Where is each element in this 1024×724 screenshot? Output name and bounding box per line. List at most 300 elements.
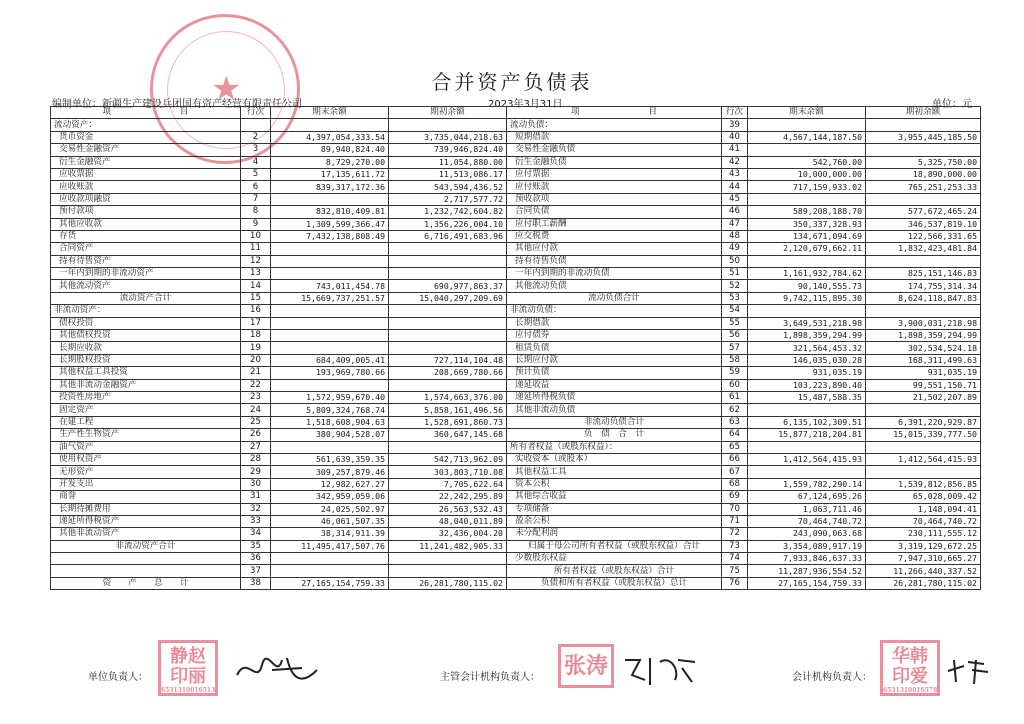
table-row: [51, 540, 981, 552]
asset-item: 使用权资产: [51, 453, 241, 465]
table-row: [51, 255, 981, 267]
liability-item: 应付债券: [507, 330, 722, 342]
signature-1: [232, 650, 322, 690]
asset-end-balance: [271, 305, 389, 317]
table-row: [51, 280, 981, 292]
asset-item: 持有待售资产: [51, 255, 241, 267]
table-row: [51, 528, 981, 540]
liability-line-no: 65: [722, 441, 748, 453]
liability-end-balance: 717,159,933.02: [748, 181, 866, 193]
asset-line-no: 30: [241, 478, 271, 490]
liability-begin-balance: [866, 441, 981, 453]
table-row: [51, 404, 981, 416]
table-row: [51, 478, 981, 490]
table-row: [51, 330, 981, 342]
table-row: [51, 181, 981, 193]
asset-end-balance: 27,165,154,759.33: [271, 577, 389, 589]
liability-begin-balance: 346,537,819.10: [866, 218, 981, 230]
asset-item: 其他应收款: [51, 218, 241, 230]
asset-end-balance: 193,969,780.66: [271, 367, 389, 379]
table-row: [51, 553, 981, 565]
liability-begin-balance: 765,251,253.33: [866, 181, 981, 193]
liability-item: 递延所得税负债: [507, 391, 722, 403]
liability-item: 租赁负债: [507, 342, 722, 354]
liability-begin-balance: 1,539,812,856.85: [866, 478, 981, 490]
col-header-end: 期末余额: [271, 107, 389, 119]
table-row: [51, 354, 981, 366]
seal-star-icon: ★: [211, 69, 242, 109]
liability-item: 流动负债：: [507, 119, 722, 131]
liability-end-balance: 1,063,711.46: [748, 503, 866, 515]
liability-end-balance: 146,035,030.28: [748, 354, 866, 366]
asset-begin-balance: [389, 317, 507, 329]
liability-end-balance: 1,412,564,415.93: [748, 453, 866, 465]
asset-end-balance: 309,257,879.46: [271, 466, 389, 478]
report-title: 合并资产负债表: [431, 70, 593, 94]
asset-line-no: 15: [241, 292, 271, 304]
asset-item: 固定资产: [51, 404, 241, 416]
asset-end-balance: 17,135,611.72: [271, 168, 389, 180]
liability-begin-balance: [866, 255, 981, 267]
asset-begin-balance: 1,356,226,004.10: [389, 218, 507, 230]
currency-unit: 单位：元: [932, 99, 972, 110]
asset-item: 油气资产: [51, 441, 241, 453]
signature-3: [944, 656, 994, 686]
liability-line-no: 51: [722, 268, 748, 280]
liability-begin-balance: [866, 119, 981, 131]
liability-line-no: 53: [722, 292, 748, 304]
liability-line-no: 75: [722, 565, 748, 577]
asset-end-balance: 46,061,507.35: [271, 515, 389, 527]
asset-line-no: 36: [241, 553, 271, 565]
asset-begin-balance: 303,803,710.08: [389, 466, 507, 478]
balance-sheet-table: [50, 106, 981, 590]
asset-end-balance: 7,432,138,808.49: [271, 230, 389, 242]
asset-begin-balance: [389, 565, 507, 577]
asset-begin-balance: [389, 119, 507, 131]
asset-begin-balance: 1,574,663,376.00: [389, 391, 507, 403]
asset-line-no: 3: [241, 144, 271, 156]
liability-line-no: 52: [722, 280, 748, 292]
liability-end-balance: 134,671,094.69: [748, 230, 866, 242]
asset-line-no: 27: [241, 441, 271, 453]
table-row: [51, 453, 981, 465]
asset-end-balance: 12,982,627.27: [271, 478, 389, 490]
asset-item: 货币资金: [51, 131, 241, 143]
asset-line-no: 18: [241, 330, 271, 342]
liability-end-balance: [748, 193, 866, 205]
asset-end-balance: [271, 565, 389, 577]
asset-end-balance: [271, 379, 389, 391]
liability-end-balance: [748, 119, 866, 131]
asset-item: 应收票据: [51, 168, 241, 180]
asset-begin-balance: 5,858,161,496.56: [389, 404, 507, 416]
table-row: [51, 292, 981, 304]
liability-item: 负 债 合 计: [507, 429, 722, 441]
liability-line-no: 41: [722, 144, 748, 156]
asset-line-no: 9: [241, 218, 271, 230]
asset-item: 无形资产: [51, 466, 241, 478]
seal-zhao-jingli: 静赵 印丽 6531310016513: [158, 640, 218, 696]
table-row: [51, 193, 981, 205]
liability-end-balance: 9,742,115,895.30: [748, 292, 866, 304]
asset-line-no: 12: [241, 255, 271, 267]
table-row: [51, 565, 981, 577]
table-header-row: [51, 107, 981, 119]
asset-item: 生产性生物资产: [51, 429, 241, 441]
liability-item: 一年内到期的非流动负债: [507, 268, 722, 280]
liability-item: 实收资本（或股本）: [507, 453, 722, 465]
asset-line-no: 19: [241, 342, 271, 354]
liability-item: 短期借款: [507, 131, 722, 143]
liability-line-no: 68: [722, 478, 748, 490]
liability-item: 所有者权益（或股东权益）：: [507, 441, 722, 453]
asset-begin-balance: 11,054,880.00: [389, 156, 507, 168]
liability-item: 应交税费: [507, 230, 722, 242]
asset-end-balance: 11,495,417,507.76: [271, 540, 389, 552]
liability-end-balance: [748, 144, 866, 156]
liability-end-balance: 589,208,188.70: [748, 206, 866, 218]
liability-item: 少数股东权益: [507, 553, 722, 565]
asset-begin-balance: 48,040,011.89: [389, 515, 507, 527]
liability-line-no: 66: [722, 453, 748, 465]
asset-line-no: 32: [241, 503, 271, 515]
liability-line-no: 54: [722, 305, 748, 317]
asset-begin-balance: 15,040,297,209.69: [389, 292, 507, 304]
liability-end-balance: 542,760.00: [748, 156, 866, 168]
liability-item: 递延收益: [507, 379, 722, 391]
table-row: [51, 243, 981, 255]
asset-end-balance: 684,409,005.41: [271, 354, 389, 366]
asset-item: 非流动资产：: [51, 305, 241, 317]
asset-line-no: 2: [241, 131, 271, 143]
liability-item: 盈余公积: [507, 515, 722, 527]
liability-item: 负债和所有者权益（或股东权益）总计: [507, 577, 722, 589]
liability-line-no: 74: [722, 553, 748, 565]
unit-head-label: 单位负责人：: [88, 672, 148, 683]
asset-end-balance: [271, 441, 389, 453]
asset-item: [51, 565, 241, 577]
asset-line-no: 33: [241, 515, 271, 527]
liability-item: 其他权益工具: [507, 466, 722, 478]
asset-end-balance: [271, 268, 389, 280]
table-row: [51, 230, 981, 242]
asset-item: 存货: [51, 230, 241, 242]
table-row: [51, 156, 981, 168]
asset-end-balance: 89,940,824.40: [271, 144, 389, 156]
company-name: 编制单位：新疆生产建设兵团国有资产经营有限责任公司: [52, 99, 302, 110]
liability-end-balance: 243,090,063.68: [748, 528, 866, 540]
asset-item: 其他非流动资产: [51, 528, 241, 540]
seal-number-2: 6531310016578: [883, 687, 938, 694]
liability-begin-balance: 3,900,031,218.98: [866, 317, 981, 329]
asset-item: 应收款项融资: [51, 193, 241, 205]
asset-begin-balance: 690,977,863.37: [389, 280, 507, 292]
asset-item: 投资性房地产: [51, 391, 241, 403]
table-row: [51, 441, 981, 453]
liability-end-balance: [748, 404, 866, 416]
liability-line-no: 56: [722, 330, 748, 342]
liability-end-balance: [748, 255, 866, 267]
liability-begin-balance: 6,391,220,929.87: [866, 416, 981, 428]
liability-begin-balance: 7,947,310,665.27: [866, 553, 981, 565]
liability-begin-balance: 230,111,555.12: [866, 528, 981, 540]
table-row: [51, 268, 981, 280]
liability-begin-balance: 70,464,740.72: [866, 515, 981, 527]
col-header-line2: 行次: [722, 107, 748, 119]
liability-begin-balance: 302,534,524.18: [866, 342, 981, 354]
asset-line-no: 24: [241, 404, 271, 416]
asset-item: 流动资产：: [51, 119, 241, 131]
liability-item: 长期借款: [507, 317, 722, 329]
asset-begin-balance: 6,716,491,683.96: [389, 230, 507, 242]
asset-item: 非流动资产合计: [51, 540, 241, 552]
liability-line-no: 73: [722, 540, 748, 552]
table-row: [51, 503, 981, 515]
liability-item: 应付票据: [507, 168, 722, 180]
asset-begin-balance: [389, 268, 507, 280]
table-row: [51, 131, 981, 143]
liability-item: 归属于母公司所有者权益（或股东权益）合计: [507, 540, 722, 552]
liability-line-no: 48: [722, 230, 748, 242]
table-row: [51, 317, 981, 329]
asset-end-balance: 15,669,737,251.57: [271, 292, 389, 304]
liability-begin-balance: 931,035.19: [866, 367, 981, 379]
accounting-head-label: 主管会计机构负责人：: [440, 672, 540, 683]
liability-begin-balance: [866, 144, 981, 156]
liability-line-no: 57: [722, 342, 748, 354]
liability-end-balance: 11,287,936,554.52: [748, 565, 866, 577]
asset-begin-balance: 22,242,295.89: [389, 491, 507, 503]
asset-end-balance: 24,025,502.97: [271, 503, 389, 515]
asset-line-no: 34: [241, 528, 271, 540]
liability-item: 其他非流动负债: [507, 404, 722, 416]
asset-end-balance: [271, 342, 389, 354]
col-header-end2: 期末余额: [748, 107, 866, 119]
asset-end-balance: 342,959,059.06: [271, 491, 389, 503]
asset-begin-balance: 11,241,482,905.33: [389, 540, 507, 552]
liability-begin-balance: 15,015,339,777.50: [866, 429, 981, 441]
table-row: [51, 379, 981, 391]
asset-item: 其他债权投资: [51, 330, 241, 342]
liability-item: 未分配利润: [507, 528, 722, 540]
asset-item: 商誉: [51, 491, 241, 503]
liability-line-no: 49: [722, 243, 748, 255]
asset-begin-balance: 2,717,577.72: [389, 193, 507, 205]
liability-line-no: 62: [722, 404, 748, 416]
asset-line-no: 14: [241, 280, 271, 292]
asset-begin-balance: 32,436,004.20: [389, 528, 507, 540]
liability-line-no: 46: [722, 206, 748, 218]
asset-item: 长期待摊费用: [51, 503, 241, 515]
liability-end-balance: 67,124,695.26: [748, 491, 866, 503]
asset-item: 其他权益工具投资: [51, 367, 241, 379]
liability-line-no: 72: [722, 528, 748, 540]
asset-item: [51, 553, 241, 565]
table-row: [51, 515, 981, 527]
liability-begin-balance: 65,028,009.42: [866, 491, 981, 503]
asset-line-no: 35: [241, 540, 271, 552]
asset-item: 债权投资: [51, 317, 241, 329]
asset-item: 长期股权投资: [51, 354, 241, 366]
asset-line-no: 7: [241, 193, 271, 205]
liability-begin-balance: 99,551,150.71: [866, 379, 981, 391]
liability-begin-balance: 825,151,146.83: [866, 268, 981, 280]
liability-end-balance: [748, 305, 866, 317]
seal-han-huaai: 华韩 印爱 6531310016578: [880, 640, 940, 696]
asset-line-no: 8: [241, 206, 271, 218]
asset-end-balance: [271, 317, 389, 329]
liability-end-balance: 15,877,218,204.81: [748, 429, 866, 441]
liability-line-no: 55: [722, 317, 748, 329]
liability-end-balance: 931,035.19: [748, 367, 866, 379]
asset-item: 其他流动资产: [51, 280, 241, 292]
asset-begin-balance: [389, 342, 507, 354]
asset-line-no: 10: [241, 230, 271, 242]
asset-begin-balance: 208,669,780.66: [389, 367, 507, 379]
asset-end-balance: [271, 119, 389, 131]
liability-end-balance: 1,559,782,290.14: [748, 478, 866, 490]
table-row: [51, 491, 981, 503]
liability-end-balance: 10,000,000.00: [748, 168, 866, 180]
liability-begin-balance: 11,266,440,337.52: [866, 565, 981, 577]
liability-begin-balance: 168,311,499.63: [866, 354, 981, 366]
asset-end-balance: 561,639,359.35: [271, 453, 389, 465]
liability-item: 预计负债: [507, 367, 722, 379]
table-row: [51, 119, 981, 131]
liability-begin-balance: [866, 404, 981, 416]
liability-end-balance: [748, 466, 866, 478]
seal-number-1: 6531310016513: [161, 687, 216, 694]
liability-item: 非流动负债：: [507, 305, 722, 317]
asset-item: 开发支出: [51, 478, 241, 490]
table-row: [51, 577, 981, 589]
liability-begin-balance: 174,755,314.34: [866, 280, 981, 292]
asset-begin-balance: 727,114,104.48: [389, 354, 507, 366]
liability-end-balance: 7,933,846,637.33: [748, 553, 866, 565]
asset-line-no: 29: [241, 466, 271, 478]
liability-item: 交易性金融负债: [507, 144, 722, 156]
liability-end-balance: 350,337,328.93: [748, 218, 866, 230]
liability-line-no: 45: [722, 193, 748, 205]
report-date: 2023年3月31日: [488, 99, 563, 110]
liability-line-no: 69: [722, 491, 748, 503]
asset-end-balance: 743,011,454.78: [271, 280, 389, 292]
asset-item: 衍生金融资产: [51, 156, 241, 168]
asset-end-balance: 4,397,054,333.54: [271, 131, 389, 143]
asset-end-balance: 380,904,528.07: [271, 429, 389, 441]
asset-item: 在建工程: [51, 416, 241, 428]
liability-end-balance: 3,649,531,218.98: [748, 317, 866, 329]
liability-end-balance: 1,898,359,294.99: [748, 330, 866, 342]
col-header-item2: 项 目: [507, 107, 722, 119]
asset-line-no: 11: [241, 243, 271, 255]
asset-begin-balance: [389, 243, 507, 255]
asset-begin-balance: 542,713,962.09: [389, 453, 507, 465]
liability-line-no: 59: [722, 367, 748, 379]
asset-begin-balance: 739,946,824.40: [389, 144, 507, 156]
asset-end-balance: 5,809,324,768.74: [271, 404, 389, 416]
liability-line-no: 58: [722, 354, 748, 366]
asset-end-balance: 1,572,959,670.40: [271, 391, 389, 403]
asset-line-no: 25: [241, 416, 271, 428]
table-row: [51, 305, 981, 317]
liability-line-no: 39: [722, 119, 748, 131]
asset-line-no: 20: [241, 354, 271, 366]
asset-end-balance: 8,729,270.00: [271, 156, 389, 168]
signature-2: [620, 650, 700, 690]
table-row: [51, 144, 981, 156]
table-row: [51, 416, 981, 428]
liability-item: 长期应付款: [507, 354, 722, 366]
liability-end-balance: 4,567,144,187.50: [748, 131, 866, 143]
liability-item: 所有者权益（或股东权益）合计: [507, 565, 722, 577]
asset-begin-balance: 1,232,742,604.82: [389, 206, 507, 218]
liability-item: 资本公积: [507, 478, 722, 490]
asset-line-no: 4: [241, 156, 271, 168]
asset-line-no: 22: [241, 379, 271, 391]
liability-begin-balance: 1,148,094.41: [866, 503, 981, 515]
liability-line-no: 43: [722, 168, 748, 180]
asset-item: 交易性金融资产: [51, 144, 241, 156]
liability-begin-balance: [866, 466, 981, 478]
liability-line-no: 42: [722, 156, 748, 168]
asset-begin-balance: 360,647,145.68: [389, 429, 507, 441]
liability-end-balance: 3,354,089,917.19: [748, 540, 866, 552]
liability-begin-balance: 1,412,564,415.93: [866, 453, 981, 465]
asset-line-no: 5: [241, 168, 271, 180]
asset-line-no: 38: [241, 577, 271, 589]
asset-begin-balance: 3,735,044,218.63: [389, 131, 507, 143]
liability-begin-balance: 3,319,129,672.25: [866, 540, 981, 552]
asset-item: 资 产 总 计: [51, 577, 241, 589]
asset-item: 应收账款: [51, 181, 241, 193]
liability-item: 应付职工薪酬: [507, 218, 722, 230]
asset-end-balance: 832,810,409.81: [271, 206, 389, 218]
liability-begin-balance: 1,898,359,294.99: [866, 330, 981, 342]
liability-end-balance: 2,120,679,662.11: [748, 243, 866, 255]
table-row: [51, 367, 981, 379]
col-header-begin: 期初余额: [389, 107, 507, 119]
liability-line-no: 61: [722, 391, 748, 403]
liability-line-no: 40: [722, 131, 748, 143]
accounting-org-head-label: 会计机构负责人：: [792, 672, 872, 683]
asset-line-no: 17: [241, 317, 271, 329]
asset-item: 合同资产: [51, 243, 241, 255]
liability-begin-balance: 1,832,423,481.84: [866, 243, 981, 255]
asset-end-balance: [271, 255, 389, 267]
liability-item: 应付账款: [507, 181, 722, 193]
liability-line-no: 67: [722, 466, 748, 478]
asset-begin-balance: [389, 379, 507, 391]
asset-item: 长期应收款: [51, 342, 241, 354]
liability-item: 其他流动负债: [507, 280, 722, 292]
asset-item: 递延所得税资产: [51, 515, 241, 527]
liability-end-balance: 103,223,890.40: [748, 379, 866, 391]
liability-end-balance: 70,464,740.72: [748, 515, 866, 527]
asset-begin-balance: 26,281,780,115.02: [389, 577, 507, 589]
asset-end-balance: [271, 330, 389, 342]
table-row: [51, 342, 981, 354]
liability-item: 衍生金融负债: [507, 156, 722, 168]
liability-item: 非流动负债合计: [507, 416, 722, 428]
asset-line-no: 21: [241, 367, 271, 379]
table-row: [51, 391, 981, 403]
liability-begin-balance: 8,624,118,847.83: [866, 292, 981, 304]
asset-line-no: 37: [241, 565, 271, 577]
col-header-line: 行次: [241, 107, 271, 119]
liability-begin-balance: 26,281,780,115.02: [866, 577, 981, 589]
